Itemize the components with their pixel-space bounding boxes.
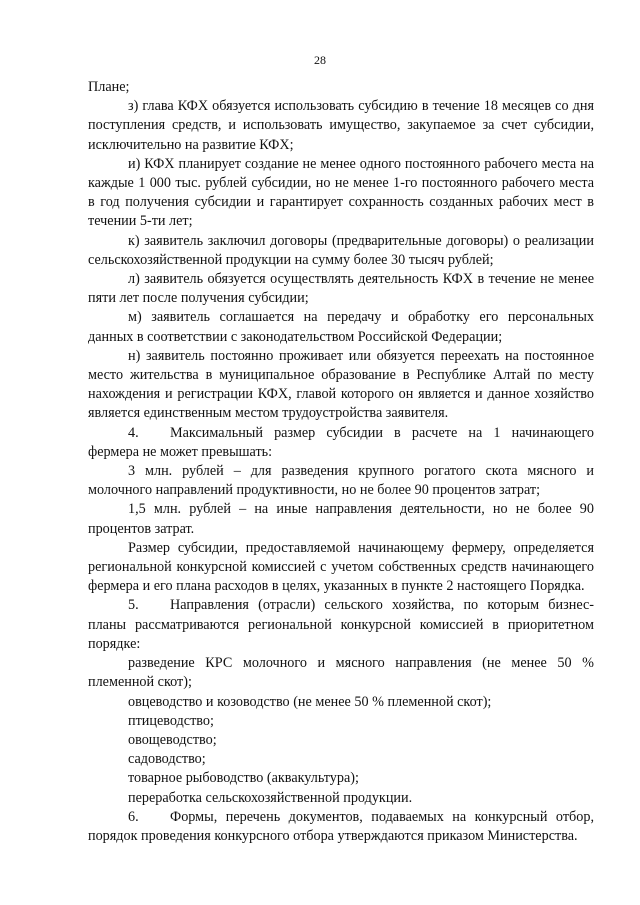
paragraph-item-l: л) заявитель обязуется осуществлять деятельность КФХ в течение не менее пяти лет после получения субсидии; xyxy=(88,271,594,307)
page-number: 28 xyxy=(314,53,326,67)
list-item: переработка сельскохозяйственной продукции. xyxy=(128,789,413,806)
paragraph-text: Направления (отрасли) сельского хозяйства, по которым бизнес-планы рассматриваются региональной конкурсной комиссией в приоритетном порядке: xyxy=(88,597,594,652)
paragraph-number: 4. xyxy=(128,424,139,441)
numbered-paragraph-4 xyxy=(88,424,594,462)
list-item: овцеводство и козоводство (не менее 50 % племенной скот); xyxy=(128,693,492,710)
paragraph-text: Максимальный размер субсидии в расчете на 1 начинающего фермера не может превышать: xyxy=(88,424,594,460)
list-item: товарное рыбоводство (аквакультура); xyxy=(128,770,359,787)
paragraph-item-i: и) КФХ планирует создание не менее одного постоянного рабочего места на каждые 1 000 тыс. рублей субсидии, но не менее 1-го постоянного рабочего места в год получения субсидии и гарантирует сохранность созданных рабочих мест в течении 5-ти лет; xyxy=(88,155,594,230)
paragraph-subsidy-size: Размер субсидии, предоставляемой начинающему фермеру, определяется региональной конкурсной комиссией с учетом собственных средств начинающего фермера и его плана расходов в целях, указанных в пункте 2 настоящего Порядка. xyxy=(88,539,594,595)
paragraph-item-k: к) заявитель заключил договоры (предварительные договоры) о реализации сельскохозяйственной продукции на сумму более 30 тысяч рублей; xyxy=(88,232,594,268)
list-item: птицеводство; xyxy=(128,712,214,729)
list-item: овощеводство; xyxy=(128,731,217,748)
list-item: разведение КРС молочного и мясного направления (не менее 50 % племенной скот); xyxy=(88,655,594,691)
paragraph-number: 6. xyxy=(128,808,139,825)
paragraph-continuation: Плане; xyxy=(88,79,130,95)
paragraph-limit-cattle: 3 млн. рублей – для разведения крупного рогатого скота мясного и молочного направлений продуктивности, но не более 90 процентов затрат; xyxy=(88,463,594,499)
paragraph-item-m: м) заявитель соглашается на передачу и обработку его персональных данных в соответствии с законодательством Российской Федерации; xyxy=(88,309,594,345)
paragraph-item-n: н) заявитель постоянно проживает или обязуется переехать на постоянное место жительства в муниципальное образование в Республике Алтай по месту нахождения и регистрации КФХ, главой которого он является и данное хозяйство является единственным местом трудоустройства заявителя. xyxy=(88,347,594,422)
paragraph-item-z: з) глава КФХ обязуется использовать субсидию в течение 18 месяцев со дня поступления средств, и использовать имущество, закупаемое за счет субсидии, исключительно на развитие КФХ; xyxy=(88,98,594,153)
list-item: садоводство; xyxy=(128,751,206,768)
paragraph-number: 5. xyxy=(128,597,139,614)
paragraph-text: Формы, перечень документов, подаваемых на конкурсный отбор, порядок проведения конкурсного отбора утверждаются приказом Министерства. xyxy=(88,808,594,844)
numbered-paragraph-6 xyxy=(88,808,594,846)
paragraph-limit-other: 1,5 млн. рублей – на иные направления деятельности, но не более 90 процентов затрат. xyxy=(88,501,594,537)
document-body xyxy=(88,78,594,846)
numbered-paragraph-5 xyxy=(88,596,594,654)
